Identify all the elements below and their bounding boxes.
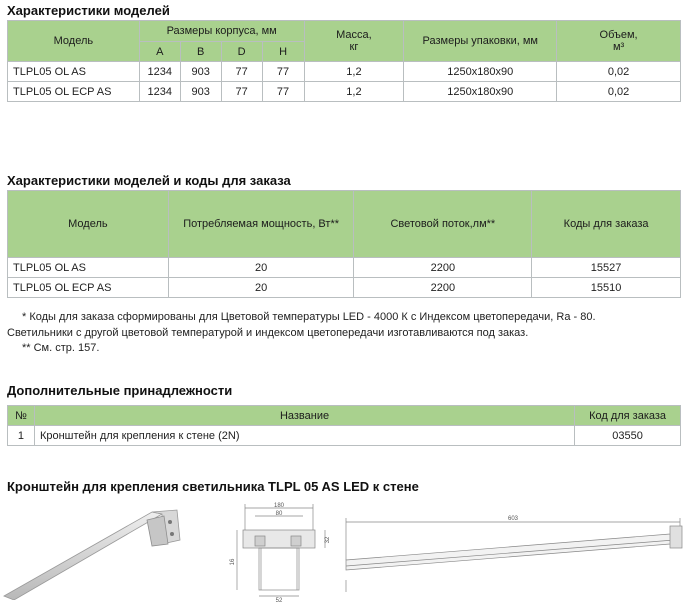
- table-row: [8, 426, 681, 446]
- cell-model: TLPL05 OL AS: [8, 62, 140, 82]
- cell-power: 20: [168, 278, 354, 298]
- section-title-model-specs: Характеристики моделей: [7, 3, 170, 18]
- header-pack: Размеры упаковки, мм: [404, 21, 557, 62]
- header-mass-unit: кг: [349, 41, 359, 53]
- header-volume-unit: м³: [612, 41, 625, 53]
- header-d: D: [221, 42, 262, 62]
- header-flux: Световой поток,лм**: [354, 191, 532, 258]
- cell-mass: 1,2: [304, 62, 404, 82]
- footnote-2: Светильники с другой цветовой температурой и индексом цветопередачи изготавливаются под заказ.: [7, 327, 529, 339]
- cell-code: 15527: [532, 258, 681, 278]
- cell-h: 77: [262, 62, 304, 82]
- cell-d: 77: [221, 82, 262, 102]
- header-model: Модель: [8, 21, 140, 62]
- dim-16: 16: [230, 558, 236, 566]
- header-name: Название: [34, 406, 574, 426]
- table-row: [8, 258, 681, 278]
- cell-code: 03550: [575, 426, 681, 446]
- header-code: Код для заказа: [575, 406, 681, 426]
- header-body-size: Размеры корпуса, мм: [139, 21, 304, 42]
- header-a: A: [139, 42, 180, 62]
- cell-model: TLPL05 OL ECP AS: [8, 278, 169, 298]
- header-h: H: [262, 42, 304, 62]
- dim-180: 180: [273, 503, 285, 509]
- dim-603: 603: [507, 516, 519, 522]
- header-mass: [304, 21, 404, 62]
- cell-a: 1234: [139, 82, 180, 102]
- cell-code: 15510: [532, 278, 681, 298]
- cell-model: TLPL05 OL AS: [8, 258, 169, 278]
- cell-name: Кронштейн для крепления к стене (2N): [34, 426, 574, 446]
- header-power: Потребляемая мощность, Вт**: [168, 191, 354, 258]
- header-model: Модель: [8, 191, 169, 258]
- header-mass-label: Масса,: [336, 29, 372, 41]
- header-volume-label: Объем,: [599, 29, 638, 41]
- cell-flux: 2200: [354, 278, 532, 298]
- header-num: №: [8, 406, 35, 426]
- bracket-illustration: [2, 500, 202, 600]
- dim-32: 32: [325, 536, 331, 544]
- cell-b: 903: [180, 62, 221, 82]
- footnote-3: ** См. стр. 157.: [22, 342, 100, 354]
- table-row: [8, 62, 681, 82]
- cell-pack: 1250х180х90: [404, 62, 557, 82]
- header-volume: [557, 21, 681, 62]
- cell-pack: 1250х180х90: [404, 82, 557, 102]
- footnote-1: * Коды для заказа сформированы для Цветовой температуры LED - 4000 К с Индексом цветопередачи, Ra - 80.: [22, 311, 596, 323]
- section-title-accessories: Дополнительные принадлежности: [7, 383, 233, 398]
- bracket-side-view-drawing: [340, 500, 688, 604]
- model-specs-table: [7, 20, 681, 102]
- bracket-front-view-drawing: [225, 500, 335, 604]
- order-codes-table: [7, 190, 681, 298]
- cell-mass: 1,2: [304, 82, 404, 102]
- accessories-table: [7, 405, 681, 446]
- section-title-order-codes: Характеристики моделей и коды для заказа: [7, 173, 291, 188]
- header-b: B: [180, 42, 221, 62]
- table-row: [8, 278, 681, 298]
- cell-volume: 0,02: [557, 62, 681, 82]
- cell-num: 1: [8, 426, 35, 446]
- dim-52: 52: [275, 598, 283, 604]
- table-row: [8, 82, 681, 102]
- dim-80: 80: [275, 511, 283, 517]
- cell-flux: 2200: [354, 258, 532, 278]
- cell-b: 903: [180, 82, 221, 102]
- section-title-bracket: Кронштейн для крепления светильника TLPL 05 AS LED к стене: [7, 479, 419, 494]
- cell-power: 20: [168, 258, 354, 278]
- header-codes: Коды для заказа: [532, 191, 681, 258]
- cell-d: 77: [221, 62, 262, 82]
- cell-h: 77: [262, 82, 304, 102]
- cell-model: TLPL05 OL ECP AS: [8, 82, 140, 102]
- cell-a: 1234: [139, 62, 180, 82]
- cell-volume: 0,02: [557, 82, 681, 102]
